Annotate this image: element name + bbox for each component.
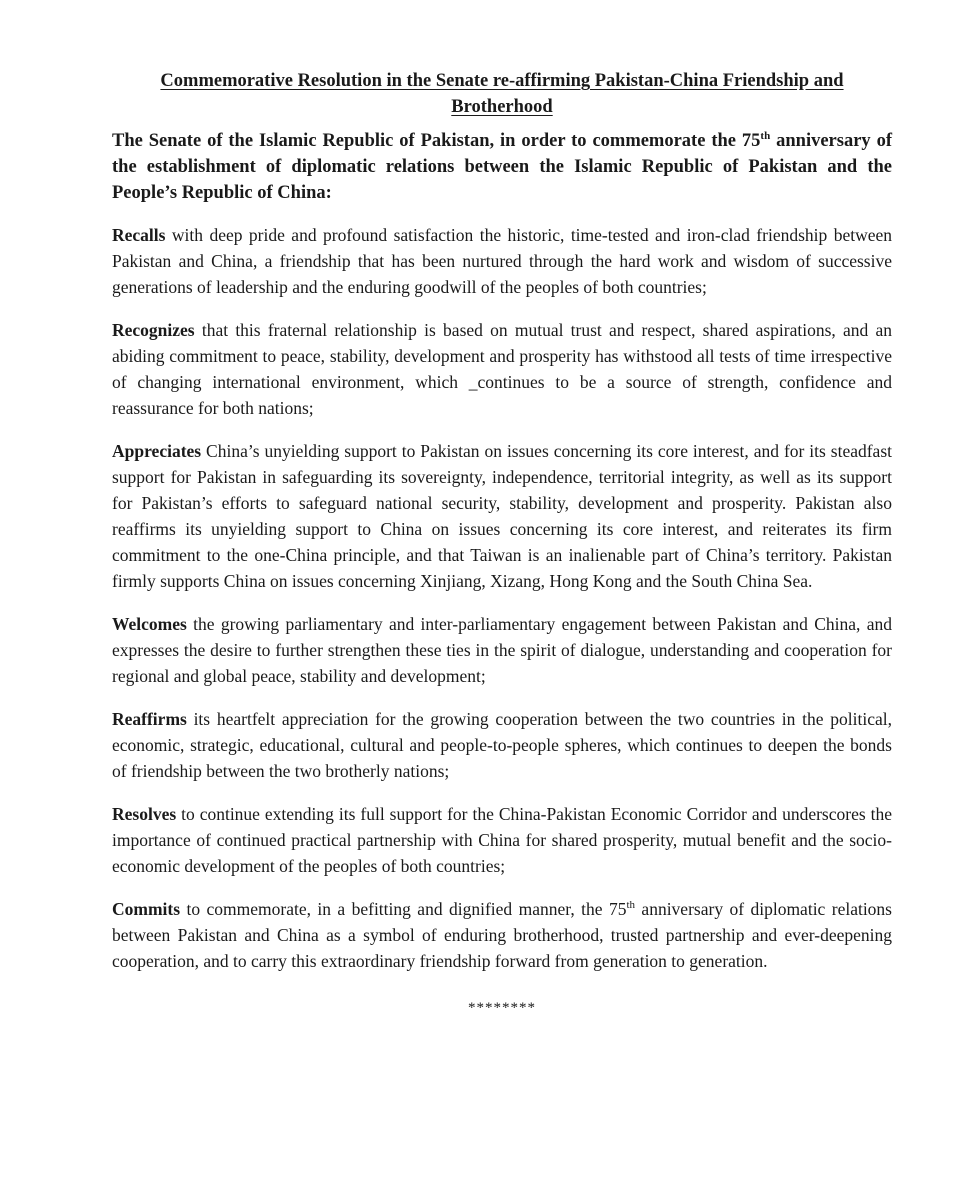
paragraph-text: its heartfelt appreciation for the growing cooperation between the two countries in the political, economic, strategic, educational, cultural and people-to-people spheres, which continues to deepen the bonds of friendship between the two brotherly nations;	[112, 709, 892, 781]
paragraph-welcomes	[112, 611, 892, 689]
preamble-text-start: The Senate of the Islamic Republic of Pakistan, in order to commemorate the 75	[112, 131, 761, 151]
paragraph-text-start: to commemorate, in a befitting and dignified manner, the 75	[180, 899, 627, 919]
paragraph-keyword: Resolves	[112, 804, 177, 824]
paragraph-keyword: Recalls	[112, 225, 166, 245]
paragraph-appreciates	[112, 438, 892, 594]
paragraph-text: to continue extending its full support for the China-Pakistan Economic Corridor and underscores the importance of continued practical partnership with China for shared prosperity, mutual benefit and the socio-economic development of the peoples of both countries;	[112, 804, 892, 876]
paragraph-keyword: Commits	[112, 899, 181, 919]
paragraph-text: with deep pride and profound satisfaction the historic, time-tested and iron-clad friendship between Pakistan and China, a friendship that has been nurtured through the hard work and wisdom of successive generations of leadership and the enduring goodwill of the peoples of both countries;	[112, 225, 892, 297]
ordinal-suffix: th	[626, 899, 636, 912]
paragraph-text: that this fraternal relationship is based on mutual trust and respect, shared aspirations, and an abiding commitment to peace, stability, development and prosperity has withstood all tests of time irrespective of changing international environment, which _continues to be a source of strength, confidence and reassurance for both nations;	[112, 320, 892, 418]
paragraph-reaffirms	[112, 706, 892, 784]
paragraph-keyword: Welcomes	[112, 614, 187, 634]
paragraph-text-end: anniversary of diplomatic relations between Pakistan and China as a symbol of enduring brotherhood, trusted partnership and ever-deepening cooperation, and to carry this extraordinary friendship forward from generation to generation.	[112, 899, 892, 971]
preamble	[112, 128, 892, 206]
paragraph-keyword: Recognizes	[112, 320, 195, 340]
paragraph-resolves	[112, 801, 892, 879]
preamble-text-end: anniversary of the establishment of diplomatic relations between the Islamic Republic of Pakistan and the People’s Republic of China:	[112, 131, 892, 203]
paragraph-keyword: Reaffirms	[112, 709, 187, 729]
end-of-document-mark: ********	[468, 1000, 536, 1016]
paragraph-recognizes	[112, 317, 892, 421]
resolution-document	[112, 68, 892, 1017]
paragraph-keyword: Appreciates	[112, 441, 202, 461]
paragraph-commits	[112, 896, 892, 974]
paragraph-recalls	[112, 222, 892, 300]
preamble-ordinal-suffix: th	[760, 129, 771, 142]
paragraph-text: the growing parliamentary and inter-parliamentary engagement between Pakistan and China, and expresses the desire to further strengthen these ties in the spirit of dialogue, understanding and cooperation for regional and global peace, stability and development;	[112, 614, 892, 686]
document-title: Commemorative Resolution in the Senate re-affirming Pakistan-China Friendship and Brotherhood	[160, 71, 844, 117]
paragraph-text: China’s unyielding support to Pakistan on issues concerning its core interest, and for its steadfast support for Pakistan in safeguarding its sovereignty, independence, territorial integrity, as well as its support for Pakistan’s efforts to safeguard national security, stability, development and prosperity. Pakistan also reaffirms its unyielding support to China on issues concerning its core interest, and reiterates its firm commitment to the one-China principle, and that Taiwan is an inalienable part of China’s territory. Pakistan firmly supports China on issues concerning Xinjiang, Xizang, Hong Kong and the South China Sea.	[112, 441, 892, 591]
